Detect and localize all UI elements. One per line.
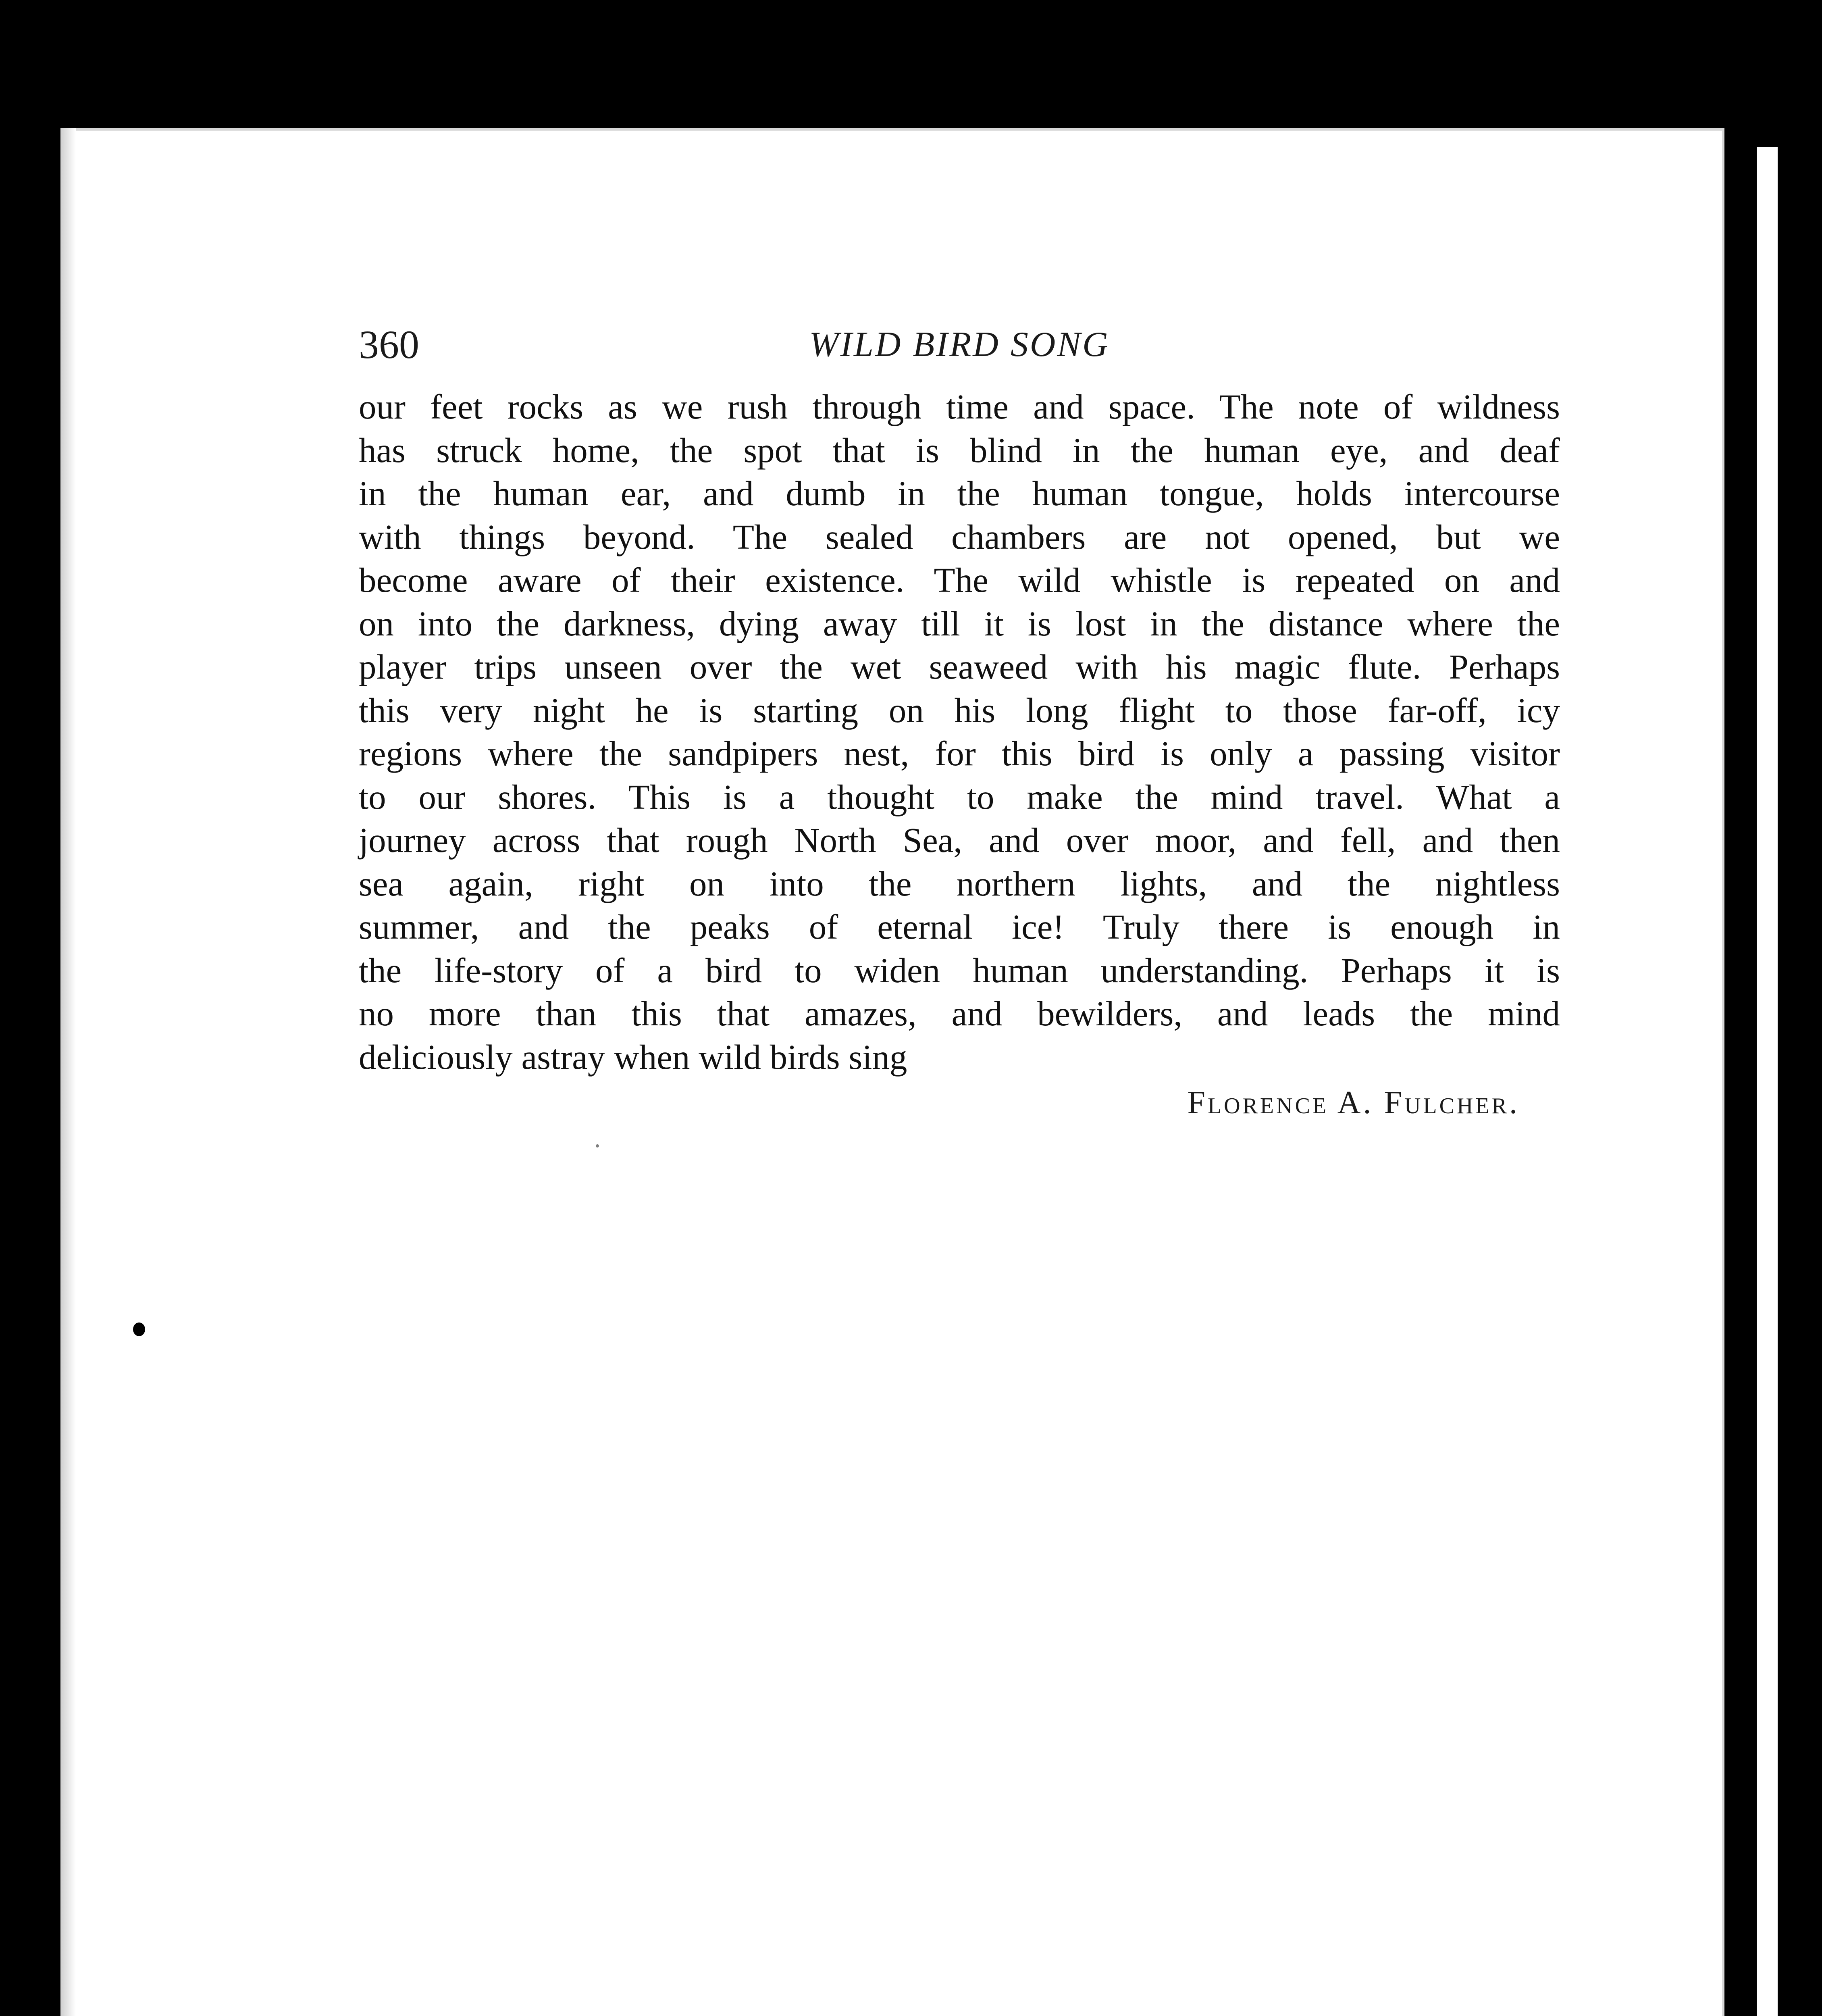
text-line: the life-story of a bird to widen human understanding. Perhaps it is	[359, 950, 1560, 990]
text-line: on into the darkness, dying away till it is lost in the distance where the	[359, 604, 1560, 643]
text-line: become aware of their existence. The wild whistle is repeated on and	[359, 560, 1560, 600]
author-signature: Florence A. Fulcher.	[1187, 1085, 1520, 1120]
text-line: deliciously astray when wild birds sing	[359, 1037, 907, 1077]
adjacent-page-edge	[1757, 147, 1778, 2016]
text-line: summer, and the peaks of eternal ice! Truly there is enough in	[359, 907, 1560, 946]
scan-speck	[596, 1144, 599, 1148]
running-head: WILD BIRD SONG	[809, 325, 1110, 364]
text-line: with things beyond. The sealed chambers are not opened, but we	[359, 517, 1560, 556]
page-header	[359, 319, 1560, 371]
text-line: to our shores. This is a thought to make the mind travel. What a	[359, 777, 1560, 816]
body-text	[359, 385, 1560, 1079]
scan-speck	[133, 1322, 145, 1336]
text-line: in the human ear, and dumb in the human tongue, holds intercourse	[359, 474, 1560, 513]
text-line: our feet rocks as we rush through time and space. The note of wildness	[359, 387, 1560, 426]
text-line: no more than this that amazes, and bewilders, and leads the mind	[359, 994, 1560, 1033]
text-line: has struck home, the spot that is blind in the human eye, and deaf	[359, 430, 1560, 470]
page-gutter-shadow	[60, 128, 76, 2016]
text-line: regions where the sandpipers nest, for this bird is only a passing visitor	[359, 734, 1560, 773]
text-line: player trips unseen over the wet seaweed with his magic flute. Perhaps	[359, 647, 1560, 686]
text-line: journey across that rough North Sea, and over moor, and fell, and then	[359, 821, 1560, 860]
page-number: 360	[359, 322, 419, 367]
text-line: sea again, right on into the northern lights, and the nightless	[359, 864, 1560, 903]
text-line: this very night he is starting on his long flight to those far-off, icy	[359, 690, 1560, 730]
